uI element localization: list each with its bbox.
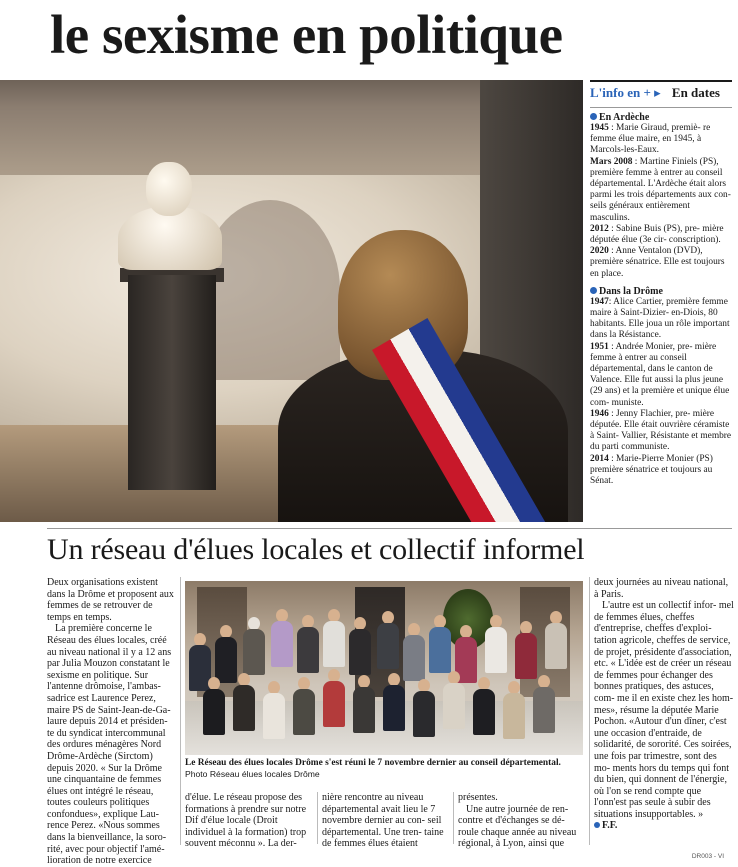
person: [271, 609, 293, 667]
person: [233, 673, 255, 731]
arrow-icon: ▸: [654, 85, 661, 100]
bullet-dot-icon: [594, 822, 600, 828]
person: [263, 681, 285, 739]
person: [473, 677, 495, 735]
person: [545, 611, 567, 669]
article-subheading: Un réseau d'élues locales et collectif informel: [47, 533, 585, 566]
paragraph: La première concerne le Réseau des élues locales, créé au niveau national il y a 12 ans par Julia Mouzon constatant le sexisme en politique. Sur l'antenne drômoise, l'ambas- sadrice est Laurence Perez, maire PS de Saint-Jean-de-Ga- laure depuis 2014 et présiden- te du syndicat intercommunal des ordures ménagères Nord Drôme-Ardèche (Sirctom) depuis 2020. « Sur la Drôme une cinquantaine de femmes élues ont intégré le réseau, toutes couleurs politiques confondues», explique Lau- rence Perez. «Nous sommes dans la bienveillance, la soro- rité, avec pour objectif l'amé- lioration de notre exercice: [47, 623, 172, 867]
ardeche-entry: 1945 : Marie Giraud, premiè- re femme élue maire, en 1945, à Marcols-les-Eaux.: [590, 123, 711, 156]
pedestal: [128, 275, 216, 490]
dates-sidebar: [590, 80, 732, 526]
article-column-5: [594, 577, 734, 832]
person: [203, 677, 225, 735]
person: [323, 669, 345, 727]
bullet-dot-icon: [590, 287, 597, 294]
caption-text: Le Réseau des élues locales Drôme s'est réuni le 7 novembre dernier au conseil départemental.: [185, 758, 561, 768]
sidebar-header: [590, 84, 732, 102]
page-headline: le sexisme en politique: [50, 4, 563, 65]
paragraph: d'élue. Le réseau propose des formations à prendre sur notre Dif d'élue locale (Droit individuel à la formation) trop souvent méconnu ». La der-: [185, 792, 307, 850]
person: [377, 611, 399, 669]
paragraph: L'autre est un collectif infor- mel de femmes élues, cheffes d'entreprise, cheffes d'exploi- tation agricole, cheffes de service, de projet, présidente d'association, etc. « L'idée est de créer un réseau de femmes pour échanger des bonnes pratiques, des astuces, com- me il en existe chez les hom- mes», résume la députée Marie Pochon. «Autour d'un dîner, c'est une occasion d'entraide, de solidarité, de sororité. Ces soirées, une fois par trimestre, sont des mo- ments hors du temps qui font du bien, qui donnent de l'énergie, où l'on se rend compte que l'onn'est pas seule à subir des situations insupportables. »: [594, 600, 734, 820]
author-signature: F.F.: [594, 820, 734, 832]
main-photo-mayor-with-sash: [0, 80, 583, 522]
person: [403, 623, 425, 681]
drome-entry: 1946 : Jenny Flachier, pre- mière députée. Elle était ouvrière céramiste à Saint- Vallier, Résistante et membre du parti communiste.: [590, 408, 732, 453]
person: [323, 609, 345, 667]
paragraph: deux journées au niveau national, à Paris.: [594, 577, 729, 600]
article-column-4: [458, 792, 584, 850]
ardeche-entry: 2012 : Sabine Buis (PS), pre- mière députée élue (3e cir- conscription).: [590, 223, 724, 246]
group-photo-elected-women: [185, 581, 583, 755]
person: [443, 671, 465, 729]
person: [413, 679, 435, 737]
section-ardeche: En Ardèche: [590, 112, 732, 123]
paragraph: Deux organisations existent dans la Drôme et proposent aux femmes de se retrouver de temps en temps.: [47, 577, 174, 623]
article-column-1: [47, 577, 177, 867]
photo-caption: [185, 757, 585, 782]
bullet-dot-icon: [590, 113, 597, 120]
person: [349, 617, 371, 675]
article-column-2: [185, 792, 311, 850]
drome-entry: 2014 : Marie-Pierre Monier (PS) première sénatrice et toujours au Sénat.: [590, 453, 713, 487]
ardeche-entry: 2020 : Anne Ventalon (DVD), première sénatrice. Elle est toujours en place.: [590, 246, 725, 279]
brand-label: L'info en +: [590, 85, 651, 100]
photo-credit: Photo Réseau élues locales Drôme: [185, 769, 320, 780]
article-column-3: [322, 792, 448, 850]
person: [353, 675, 375, 733]
ardeche-entry: Mars 2008 : Martine Finiels (PS), première femme à entrer au conseil départemental. L'Ardèche était alors parmi les trois départements aux con- seils généraux entièrement masculins.: [590, 156, 731, 223]
person: [533, 675, 555, 733]
paragraph: nière rencontre au niveau départemental avait lieu le 7 novembre dernier au con- seil départemental. Une tren- taine de femmes élues étaient: [322, 792, 444, 850]
person: [297, 615, 319, 673]
person: [243, 617, 265, 675]
drome-entry: 1951 : Andrée Monier, pre- mière femme à entrer au conseil départemental, dans le canton de Valence. Elle fut aussi la plus jeune (29 ans) et la première et unique élue com- muniste.: [590, 341, 730, 408]
paragraph: présentes.: [458, 792, 498, 803]
sidebar-title: En dates: [671, 85, 720, 100]
person: [429, 615, 451, 673]
person: [515, 621, 537, 679]
section-drome: Dans la Drôme: [590, 286, 732, 297]
marianne-bust: [118, 162, 222, 270]
drome-entry: 1947: Alice Cartier, première femme maire à Saint-Dizier- en-Diois, 80 habitants. Elle joua un rôle important dans la Résistance.: [590, 296, 730, 341]
person: [485, 615, 507, 673]
person: [383, 673, 405, 731]
person: [503, 681, 525, 739]
page-footer-code: DR003 - VI: [691, 853, 724, 860]
person: [293, 677, 315, 735]
paragraph: Une autre journée de ren- contre et d'échanges se dé- roule chaque année au niveau régional, à Lyon, ainsi que: [458, 803, 577, 850]
